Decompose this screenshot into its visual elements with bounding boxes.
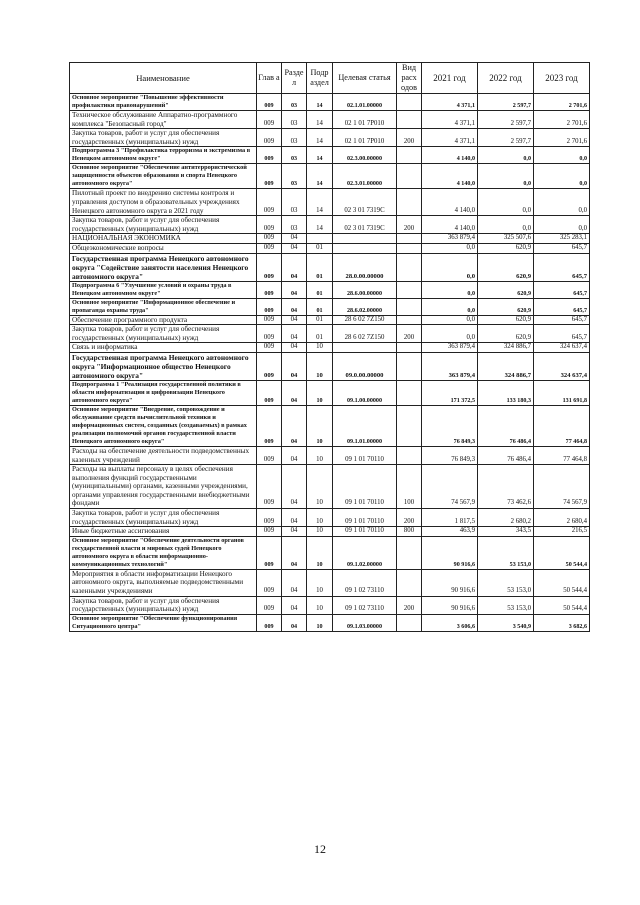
row-2021: 4 140,0	[422, 147, 478, 164]
row-glava: 009	[257, 253, 282, 281]
row-2023: 77 464,8	[534, 405, 590, 446]
row-2023: 50 544,4	[534, 569, 590, 596]
table-row	[70, 253, 590, 281]
row-vid	[397, 111, 422, 129]
row-2022: 0,0	[478, 147, 534, 164]
row-target: 02 1 01 7Р010	[333, 111, 397, 129]
row-glava: 009	[257, 234, 282, 244]
row-target: 09.1.00.00000	[333, 380, 397, 405]
row-glava: 009	[257, 111, 282, 129]
row-name: Закупка товаров, работ и услуг для обеспечения государственных (муниципальных) нужд	[70, 216, 257, 234]
row-glava: 009	[257, 129, 282, 147]
row-glava: 009	[257, 536, 282, 569]
row-2022: 343,5	[478, 527, 534, 537]
row-2023: 131 691,8	[534, 380, 590, 405]
row-razdel: 04	[282, 315, 307, 325]
row-name: Подпрограмма 6 "Улучшение условий и охраны труда в Ненецком автономном округе"	[70, 281, 257, 298]
row-podrazdel: 10	[307, 352, 333, 380]
row-2022: 620,9	[478, 298, 534, 315]
row-2023: 325 283,1	[534, 234, 590, 244]
header-glava: Глав а	[257, 63, 282, 94]
row-2023: 645,7	[534, 281, 590, 298]
row-2021: 363 879,4	[422, 343, 478, 353]
row-podrazdel: 10	[307, 380, 333, 405]
row-target	[333, 343, 397, 353]
row-razdel: 04	[282, 243, 307, 253]
row-glava: 009	[257, 596, 282, 614]
row-2022: 0,0	[478, 164, 534, 189]
header-podrazdel: Подр аздел	[307, 63, 333, 94]
row-2022: 2 597,7	[478, 111, 534, 129]
table-row	[70, 129, 590, 147]
row-name: Государственная программа Ненецкого автономного округа "Содействие занятости населения Ненецкого автономного округа"	[70, 253, 257, 281]
row-2023: 645,7	[534, 298, 590, 315]
row-2023: 645,7	[534, 315, 590, 325]
row-razdel: 03	[282, 94, 307, 111]
row-2021: 363 879,4	[422, 234, 478, 244]
row-razdel: 03	[282, 216, 307, 234]
row-target	[333, 243, 397, 253]
header-vid: Вид расх одов	[397, 63, 422, 94]
table-row	[70, 536, 590, 569]
row-razdel: 04	[282, 325, 307, 343]
row-razdel: 03	[282, 129, 307, 147]
row-2022: 2 680,2	[478, 509, 534, 527]
row-2022: 0,0	[478, 189, 534, 216]
row-2023: 0,0	[534, 189, 590, 216]
row-2023: 77 464,8	[534, 446, 590, 464]
table-row	[70, 147, 590, 164]
row-2021: 363 879,4	[422, 352, 478, 380]
row-target: 09 1 01 70110	[333, 465, 397, 509]
row-vid	[397, 243, 422, 253]
row-target: 09.1.01.00000	[333, 405, 397, 446]
row-2022: 3 540,9	[478, 614, 534, 631]
row-2023: 74 567,9	[534, 465, 590, 509]
row-razdel: 04	[282, 343, 307, 353]
row-target: 28.6.00.00000	[333, 281, 397, 298]
table-row	[70, 380, 590, 405]
header-name: Наименование	[70, 63, 257, 94]
row-2021: 90 916,6	[422, 536, 478, 569]
row-2021: 4 140,0	[422, 216, 478, 234]
row-2022: 76 486,4	[478, 446, 534, 464]
row-2023: 2 701,6	[534, 94, 590, 111]
row-podrazdel: 01	[307, 243, 333, 253]
row-podrazdel: 10	[307, 596, 333, 614]
row-target: 09 1 02 73110	[333, 569, 397, 596]
header-razdel: Разде л	[282, 63, 307, 94]
row-name: Основное мероприятие "Обеспечение функционирования Ситуационного центра"	[70, 614, 257, 631]
row-2022: 620,9	[478, 253, 534, 281]
row-glava: 009	[257, 569, 282, 596]
row-vid: 800	[397, 527, 422, 537]
row-vid	[397, 94, 422, 111]
header-2022: 2022 год	[478, 63, 534, 94]
row-2022: 53 153,0	[478, 536, 534, 569]
row-target: 09.1.02.00000	[333, 536, 397, 569]
row-vid: 200	[397, 596, 422, 614]
row-2021: 3 606,6	[422, 614, 478, 631]
row-name: Закупка товаров, работ и услуг для обеспечения государственных (муниципальных) нужд	[70, 509, 257, 527]
row-razdel: 04	[282, 253, 307, 281]
row-2022: 0,0	[478, 216, 534, 234]
row-2022: 2 597,7	[478, 94, 534, 111]
row-target: 02.3.00.00000	[333, 147, 397, 164]
row-2023: 50 544,4	[534, 596, 590, 614]
row-2023: 2 680,4	[534, 509, 590, 527]
row-podrazdel: 01	[307, 281, 333, 298]
row-name: Иные бюджетные ассигнования	[70, 527, 257, 537]
row-razdel: 04	[282, 446, 307, 464]
row-2023: 3 682,6	[534, 614, 590, 631]
row-podrazdel: 10	[307, 527, 333, 537]
table-row	[70, 281, 590, 298]
row-vid: 100	[397, 465, 422, 509]
budget-table-sheet	[69, 62, 589, 632]
row-2022: 133 180,3	[478, 380, 534, 405]
row-glava: 009	[257, 527, 282, 537]
row-2023: 0,0	[534, 147, 590, 164]
row-razdel: 03	[282, 189, 307, 216]
row-name: Основное мероприятие "Повышение эффективности профилактики правонарушений"	[70, 94, 257, 111]
row-2022: 53 153,0	[478, 596, 534, 614]
row-razdel: 04	[282, 569, 307, 596]
row-glava: 009	[257, 164, 282, 189]
row-target: 28 6 02 7Z150	[333, 325, 397, 343]
row-2021: 4 371,1	[422, 94, 478, 111]
row-target: 09.0.00.00000	[333, 352, 397, 380]
row-razdel: 03	[282, 111, 307, 129]
row-name: Связь и информатика	[70, 343, 257, 353]
row-2021: 4 140,0	[422, 189, 478, 216]
row-name: НАЦИОНАЛЬНАЯ ЭКОНОМИКА	[70, 234, 257, 244]
row-vid	[397, 315, 422, 325]
table-row	[70, 164, 590, 189]
row-podrazdel: 14	[307, 147, 333, 164]
table-header-row	[70, 63, 590, 94]
row-2023: 645,7	[534, 325, 590, 343]
row-2021: 463,9	[422, 527, 478, 537]
row-2022: 620,9	[478, 315, 534, 325]
row-name: Основное мероприятие "Обеспечение антитеррористической защищенности объектов образования и спорта Ненецкого автономного округа"	[70, 164, 257, 189]
row-name: Подпрограмма 1 "Реализация государственной политики в области информатизации и цифровизации Ненецкого автономного округа"	[70, 380, 257, 405]
row-podrazdel: 01	[307, 315, 333, 325]
table-row	[70, 216, 590, 234]
row-glava: 009	[257, 298, 282, 315]
row-target	[333, 234, 397, 244]
row-razdel: 04	[282, 614, 307, 631]
row-vid	[397, 405, 422, 446]
row-2022: 2 597,7	[478, 129, 534, 147]
page-number: 12	[314, 842, 326, 856]
header-2023: 2023 год	[534, 63, 590, 94]
table-row	[70, 614, 590, 631]
row-2022: 53 153,0	[478, 569, 534, 596]
row-target: 09.1.03.00000	[333, 614, 397, 631]
row-glava: 009	[257, 352, 282, 380]
row-podrazdel: 10	[307, 465, 333, 509]
row-podrazdel: 14	[307, 164, 333, 189]
row-podrazdel: 10	[307, 569, 333, 596]
row-2022: 620,9	[478, 281, 534, 298]
row-vid	[397, 380, 422, 405]
row-razdel: 03	[282, 164, 307, 189]
row-glava: 009	[257, 380, 282, 405]
row-glava: 009	[257, 509, 282, 527]
row-2022: 325 507,6	[478, 234, 534, 244]
row-vid	[397, 298, 422, 315]
row-2021: 4 140,0	[422, 164, 478, 189]
row-2021: 4 371,1	[422, 111, 478, 129]
row-razdel: 04	[282, 298, 307, 315]
table-row	[70, 243, 590, 253]
row-target: 02 1 01 7Р010	[333, 129, 397, 147]
row-2021: 76 849,3	[422, 405, 478, 446]
row-2022: 620,9	[478, 243, 534, 253]
row-podrazdel: 14	[307, 111, 333, 129]
row-vid	[397, 147, 422, 164]
row-2021: 0,0	[422, 243, 478, 253]
row-glava: 009	[257, 216, 282, 234]
table-row	[70, 465, 590, 509]
row-2021: 0,0	[422, 315, 478, 325]
row-vid: 200	[397, 325, 422, 343]
row-vid	[397, 614, 422, 631]
row-vid	[397, 569, 422, 596]
table-row	[70, 446, 590, 464]
row-glava: 009	[257, 343, 282, 353]
row-name: Техническое обслуживание Аппаратно-программного комплекса "Безопасный город"	[70, 111, 257, 129]
row-name: Основное мероприятие "Внедрение, сопровождение и обслуживание средств вычислительной техники и информационных систем, созданных (создаваемых) в рамках реализации полномочий органов государственной власти Ненецкого автономного округа"	[70, 405, 257, 446]
row-target: 28.0.00.00000	[333, 253, 397, 281]
row-glava: 009	[257, 614, 282, 631]
table-row	[70, 596, 590, 614]
row-glava: 009	[257, 243, 282, 253]
table-body	[70, 94, 590, 632]
row-2022: 324 886,7	[478, 352, 534, 380]
table-row	[70, 343, 590, 353]
row-podrazdel: 01	[307, 298, 333, 315]
row-2021: 90 916,6	[422, 596, 478, 614]
row-glava: 009	[257, 446, 282, 464]
row-podrazdel	[307, 234, 333, 244]
row-razdel: 03	[282, 147, 307, 164]
row-name: Закупка товаров, работ и услуг для обеспечения государственных (муниципальных) нужд	[70, 596, 257, 614]
row-razdel: 04	[282, 527, 307, 537]
row-podrazdel: 01	[307, 325, 333, 343]
row-glava: 009	[257, 94, 282, 111]
table-row	[70, 405, 590, 446]
table-row	[70, 527, 590, 537]
row-vid	[397, 234, 422, 244]
row-2021: 0,0	[422, 253, 478, 281]
row-podrazdel: 10	[307, 405, 333, 446]
table-row	[70, 94, 590, 111]
row-podrazdel: 14	[307, 216, 333, 234]
row-name: Основное мероприятие "Информационное обеспечение и пропаганда охраны труда"	[70, 298, 257, 315]
row-razdel: 04	[282, 405, 307, 446]
table-row	[70, 569, 590, 596]
row-glava: 009	[257, 147, 282, 164]
row-glava: 009	[257, 189, 282, 216]
header-2021: 2021 год	[422, 63, 478, 94]
row-name: Обеспечение программного продукта	[70, 315, 257, 325]
row-2021: 0,0	[422, 298, 478, 315]
row-2021: 1 817,5	[422, 509, 478, 527]
row-razdel: 04	[282, 465, 307, 509]
row-podrazdel: 01	[307, 253, 333, 281]
row-target: 02.1.01.00000	[333, 94, 397, 111]
row-2022: 76 486,4	[478, 405, 534, 446]
row-name: Общеэкономические вопросы	[70, 243, 257, 253]
row-2022: 324 886,7	[478, 343, 534, 353]
row-name: Государственная программа Ненецкого автономного округа "Информационное общество Ненецкого автономного округа"	[70, 352, 257, 380]
row-vid: 200	[397, 509, 422, 527]
row-razdel: 04	[282, 596, 307, 614]
table-row	[70, 234, 590, 244]
row-podrazdel: 10	[307, 343, 333, 353]
row-vid	[397, 253, 422, 281]
row-glava: 009	[257, 465, 282, 509]
row-vid: 200	[397, 129, 422, 147]
row-vid	[397, 343, 422, 353]
row-podrazdel: 14	[307, 94, 333, 111]
row-razdel: 04	[282, 380, 307, 405]
table-row	[70, 509, 590, 527]
row-razdel: 04	[282, 281, 307, 298]
row-2021: 90 916,6	[422, 569, 478, 596]
row-vid	[397, 164, 422, 189]
row-target: 28 6 02 7Z150	[333, 315, 397, 325]
row-target: 09 1 02 73110	[333, 596, 397, 614]
row-2023: 645,7	[534, 243, 590, 253]
row-2023: 0,0	[534, 216, 590, 234]
row-2023: 324 637,4	[534, 343, 590, 353]
row-vid	[397, 352, 422, 380]
row-razdel: 04	[282, 234, 307, 244]
row-target: 02.3.01.00000	[333, 164, 397, 189]
row-name: Закупка товаров, работ и услуг для обеспечения государственных (муниципальных) нужд	[70, 325, 257, 343]
row-razdel: 04	[282, 536, 307, 569]
row-2023: 50 544,4	[534, 536, 590, 569]
table-row	[70, 315, 590, 325]
row-2021: 171 372,5	[422, 380, 478, 405]
row-name: Расходы на выплаты персоналу в целях обеспечения выполнения функций государственными (муниципальными) органами, казенными учреждениями, органами управления государственными внебюджетными фондами	[70, 465, 257, 509]
row-vid	[397, 446, 422, 464]
row-name: Мероприятия в области информатизации Ненецкого автономного округа, выполняемые подведомственными казенными учреждениями	[70, 569, 257, 596]
row-2021: 74 567,9	[422, 465, 478, 509]
table-row	[70, 352, 590, 380]
row-glava: 009	[257, 281, 282, 298]
table-row	[70, 325, 590, 343]
row-2021: 0,0	[422, 281, 478, 298]
row-2023: 216,5	[534, 527, 590, 537]
row-glava: 009	[257, 315, 282, 325]
row-razdel: 04	[282, 352, 307, 380]
header-target: Целевая статья	[333, 63, 397, 94]
row-2023: 645,7	[534, 253, 590, 281]
row-2021: 76 849,3	[422, 446, 478, 464]
row-vid: 200	[397, 216, 422, 234]
row-target: 09 1 01 70110	[333, 527, 397, 537]
table-row	[70, 189, 590, 216]
row-2023: 2 701,6	[534, 129, 590, 147]
row-glava: 009	[257, 405, 282, 446]
row-podrazdel: 10	[307, 614, 333, 631]
row-vid	[397, 536, 422, 569]
row-target: 28.6.02.00000	[333, 298, 397, 315]
row-glava: 009	[257, 325, 282, 343]
row-podrazdel: 10	[307, 509, 333, 527]
row-podrazdel: 14	[307, 189, 333, 216]
row-2021: 4 371,1	[422, 129, 478, 147]
row-podrazdel: 14	[307, 129, 333, 147]
row-vid	[397, 281, 422, 298]
row-target: 02 3 01 7319С	[333, 189, 397, 216]
row-name: Подпрограмма 3 "Профилактика терроризма и экстремизма в Ненецком автономном округе"	[70, 147, 257, 164]
row-name: Расходы на обеспечение деятельности подведомственных казенных учреждений	[70, 446, 257, 464]
row-2023: 2 701,6	[534, 111, 590, 129]
row-name: Основное мероприятие "Обеспечение деятельности органов государственной власти и мировых судей Ненецкого автономного округа в области информационно-коммуникационных технологий"	[70, 536, 257, 569]
row-2021: 0,0	[422, 325, 478, 343]
table-row	[70, 298, 590, 315]
row-podrazdel: 10	[307, 536, 333, 569]
row-razdel: 04	[282, 509, 307, 527]
row-2023: 0,0	[534, 164, 590, 189]
row-name: Закупка товаров, работ и услуг для обеспечения государственных (муниципальных) нужд	[70, 129, 257, 147]
row-2023: 324 637,4	[534, 352, 590, 380]
row-target: 09 1 01 70110	[333, 446, 397, 464]
row-2022: 620,9	[478, 325, 534, 343]
row-target: 09 1 01 70110	[333, 509, 397, 527]
row-podrazdel: 10	[307, 446, 333, 464]
table-row	[70, 111, 590, 129]
row-2022: 73 462,6	[478, 465, 534, 509]
row-target: 02 3 01 7319С	[333, 216, 397, 234]
row-vid	[397, 189, 422, 216]
budget-table	[69, 62, 590, 632]
row-name: Пилотный проект по внедрению системы контроля и управления доступом в образовательных учреждениях Ненецкого автономного округа в 2021 году	[70, 189, 257, 216]
